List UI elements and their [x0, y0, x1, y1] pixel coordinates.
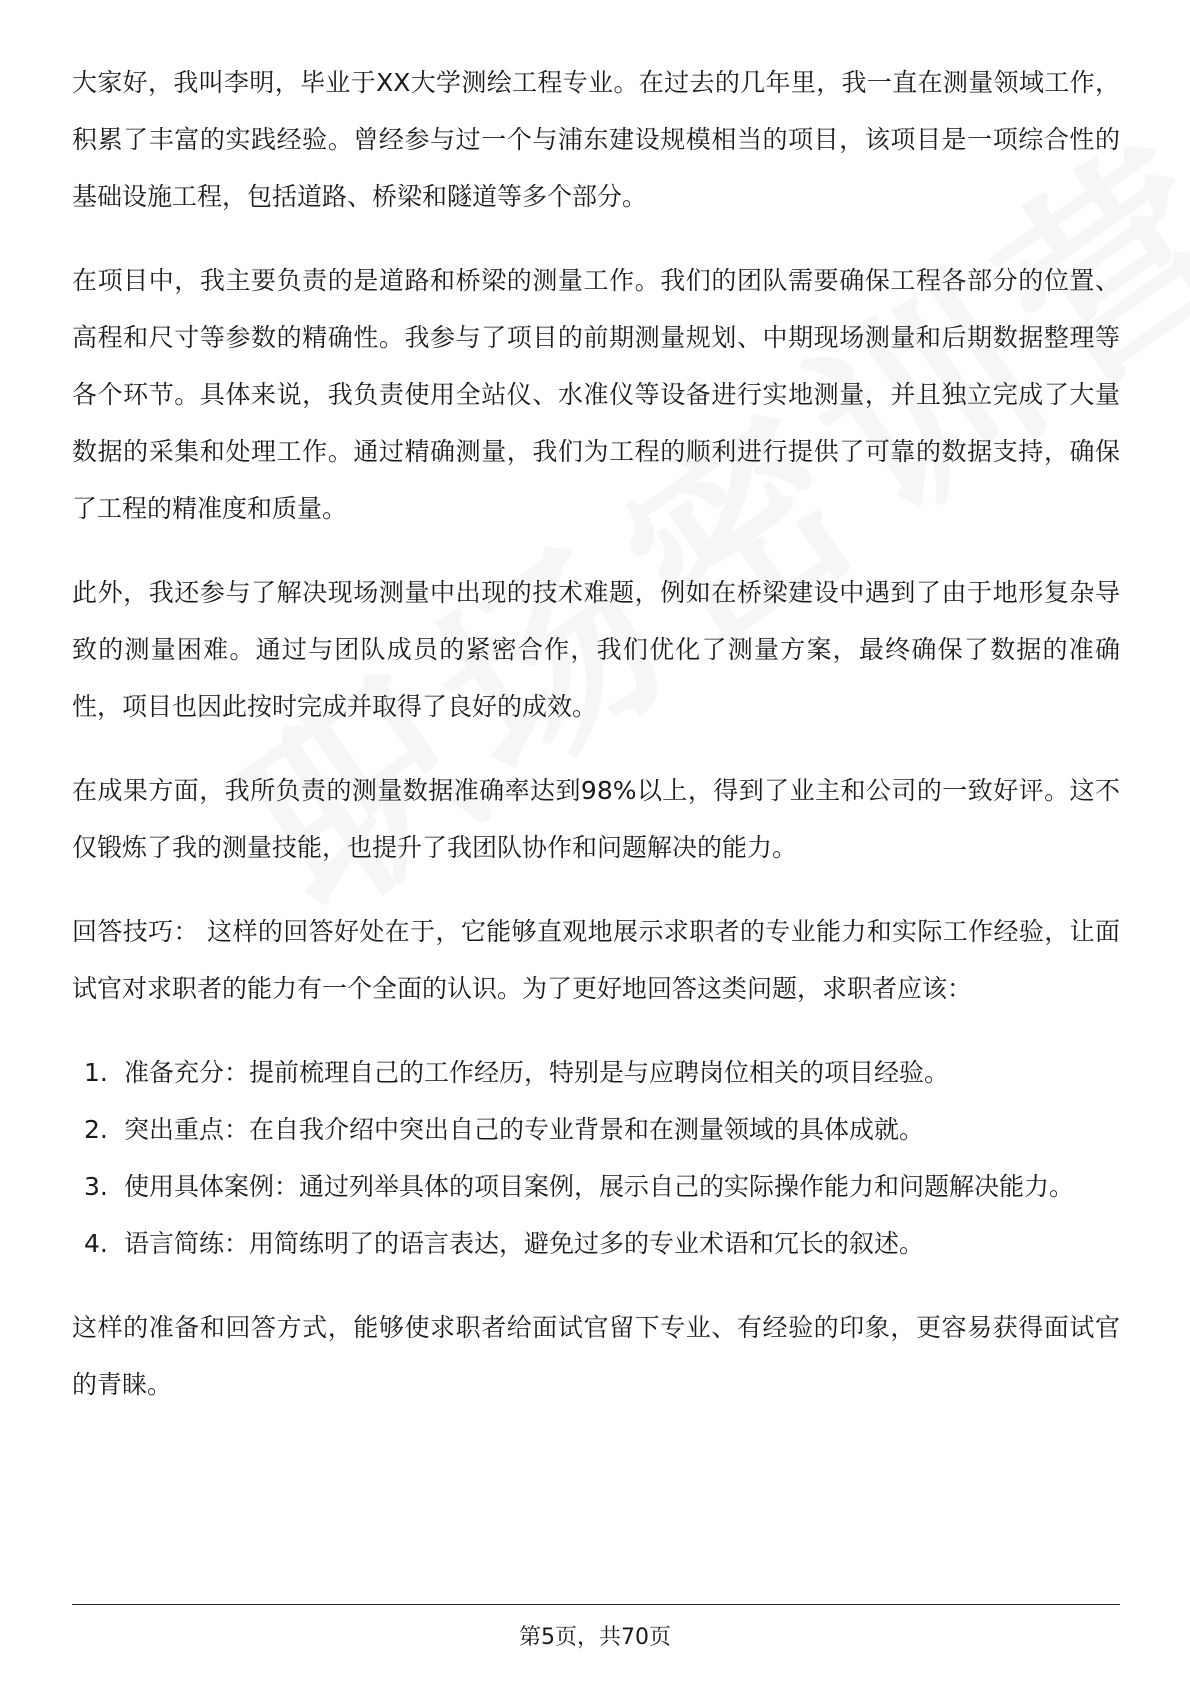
list-item-number: 2.: [84, 1115, 108, 1144]
paragraph-answer-tips: 回答技巧： 这样的回答好处在于，它能够直观地展示求职者的专业能力和实际工作经验，让面试官对求职者的能力有一个全面的认识。为了更好地回答这类问题，求职者应该：: [72, 917, 1120, 1003]
footer-divider: [72, 1604, 1120, 1605]
list-item: [72, 1215, 1120, 1272]
list-item-number: 1.: [84, 1058, 108, 1087]
list-item: [72, 1158, 1120, 1215]
paragraph-results: 在成果方面，我所负责的测量数据准确率达到98%以上，得到了业主和公司的一致好评。这不仅锻炼了我的测量技能，也提升了我团队协作和问题解决的能力。: [72, 776, 1120, 862]
list-item-text: 准备充分：提前梳理自己的工作经历，特别是与应聘岗位相关的项目经验。: [124, 1058, 950, 1087]
tips-list: [72, 1044, 1120, 1272]
list-item-text: 突出重点：在自我介绍中突出自己的专业背景和在测量领域的具体成就。: [124, 1115, 925, 1144]
document-body: [72, 54, 1120, 1440]
list-item: [72, 1044, 1120, 1101]
paragraph-challenges: 此外，我还参与了解决现场测量中出现的技术难题，例如在桥梁建设中遇到了由于地形复杂导致的测量困难。通过与团队成员的紧密合作，我们优化了测量方案，最终确保了数据的准确性，项目也因此按时完成并取得了良好的成效。: [72, 578, 1120, 721]
page-number: 第5页，共70页: [519, 1625, 671, 1650]
list-item-number: 4.: [84, 1229, 108, 1258]
list-item-text: 语言简练：用简练明了的语言表达，避免过多的专业术语和冗长的叙述。: [124, 1229, 925, 1258]
paragraph-intro: 大家好，我叫李明，毕业于XX大学测绘工程专业。在过去的几年里，我一直在测量领域工作，积累了丰富的实践经验。曾经参与过一个与浦东建设规模相当的项目，该项目是一项综合性的基础设施工程，包括道路、桥梁和隧道等多个部分。: [72, 68, 1120, 211]
list-item: [72, 1101, 1120, 1158]
list-item-number: 3.: [84, 1172, 108, 1201]
paragraph-closing: 这样的准备和回答方式，能够使求职者给面试官留下专业、有经验的印象，更容易获得面试官的青睐。: [72, 1313, 1120, 1399]
list-item-text: 使用具体案例：通过列举具体的项目案例，展示自己的实际操作能力和问题解决能力。: [124, 1172, 1075, 1201]
paragraph-responsibilities: 在项目中，我主要负责的是道路和桥梁的测量工作。我们的团队需要确保工程各部分的位置、高程和尺寸等参数的精确性。我参与了项目的前期测量规划、中期现场测量和后期数据整理等各个环节。具体来说，我负责使用全站仪、水准仪等设备进行实地测量，并且独立完成了大量数据的采集和处理工作。通过精确测量，我们为工程的顺利进行提供了可靠的数据支持，确保了工程的精准度和质量。: [72, 266, 1120, 523]
